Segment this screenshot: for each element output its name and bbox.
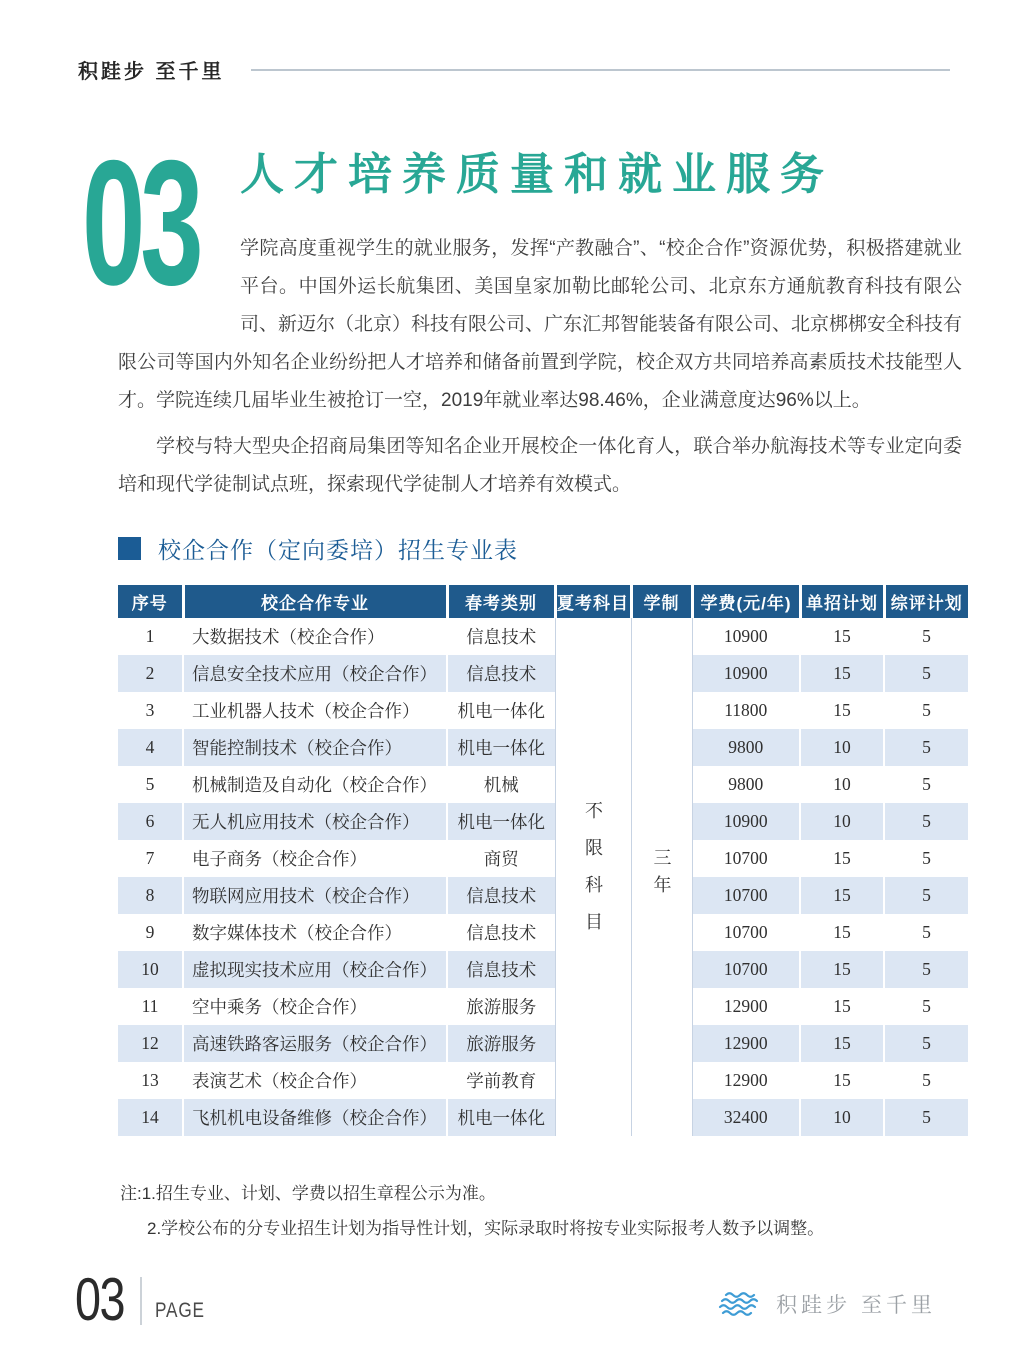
single-plan-cell: 15 [800,877,884,914]
tuition-cell: 10700 [692,840,800,877]
major-cell: 无人机应用技术（校企合作） [183,803,447,840]
major-cell: 飞机机电设备维修（校企合作） [183,1099,447,1136]
col-header-summer-subjects: 夏考科目 [555,585,631,618]
major-cell: 物联网应用技术（校企合作） [183,877,447,914]
row-number-cell: 9 [118,914,183,951]
tuition-cell: 10700 [692,914,800,951]
table-header [118,585,968,618]
spring-category-cell: 机电一体化 [447,1099,555,1136]
single-plan-cell: 15 [800,655,884,692]
single-plan-cell: 10 [800,803,884,840]
spring-category-cell: 旅游服务 [447,1025,555,1062]
row-number-cell: 13 [118,1062,183,1099]
single-plan-cell: 15 [800,840,884,877]
tuition-cell: 10900 [692,803,800,840]
comprehensive-plan-cell: 5 [922,848,931,868]
major-cell: 机械制造及自动化（校企合作） [183,766,447,803]
single-plan-cell: 15 [800,914,884,951]
tuition-cell: 10900 [692,655,800,692]
major-cell: 虚拟现实技术应用（校企合作） [183,951,447,988]
page-label: PAGE [154,1299,205,1322]
note-line-1: 注:1.招生专业、计划、学费以招生章程公示为准。 [120,1184,496,1203]
single-plan-cell: 15 [800,1025,884,1062]
section-title: 人才培养质量和就业服务 [240,150,834,199]
major-cell: 表演艺术（校企合作） [183,1062,447,1099]
row-number-cell: 3 [118,692,183,729]
table-heading-text: 校企合作（定向委培）招生专业表 [158,537,518,563]
table-body [118,618,968,1136]
spring-category-cell: 机电一体化 [447,803,555,840]
table-row [118,729,968,766]
page-number: 03 [75,1266,124,1333]
comprehensive-plan-cell: 5 [884,1025,968,1062]
tuition-cell: 10700 [692,951,800,988]
comprehensive-plan-cell: 5 [884,877,968,914]
col-header-duration: 学制 [631,585,692,618]
spring-category-cell: 信息技术 [466,923,537,943]
table-row [118,877,968,914]
tuition-cell: 9800 [692,766,800,803]
table-section-heading [118,532,1024,565]
table-notes [120,1176,1024,1246]
major-cell: 工业机器人技术（校企合作） [183,692,447,729]
row-number-cell: 14 [118,1099,183,1136]
comprehensive-plan-cell: 5 [922,1070,931,1090]
row-number-cell: 6 [118,803,183,840]
row-number-cell: 10 [118,951,183,988]
tuition-cell: 10900 [692,618,800,655]
single-plan-cell: 10 [800,729,884,766]
enrollment-table [118,585,968,1136]
comprehensive-plan-cell: 5 [884,951,968,988]
spring-category-cell: 机电一体化 [447,729,555,766]
table-row [118,951,968,988]
comprehensive-plan-cell: 5 [922,626,931,646]
hero-section [82,123,963,504]
row-number-cell: 4 [118,729,183,766]
tuition-cell: 32400 [692,1099,800,1136]
footer-divider [140,1277,142,1325]
section-number: 03 [82,123,199,322]
row-number-cell: 7 [118,840,183,877]
spring-category-cell: 信息技术 [447,655,555,692]
row-number-cell: 12 [118,1025,183,1062]
page-header [0,0,1024,84]
major-cell: 信息安全技术应用（校企合作） [183,655,447,692]
table-row [118,618,968,655]
col-header-tuition: 学费(元/年) [692,585,800,618]
col-header-comprehensive-plan: 综评计划 [884,585,968,618]
major-cell: 高速铁路客运服务（校企合作） [183,1025,447,1062]
row-number-cell: 5 [118,766,183,803]
tuition-cell: 12900 [692,1025,800,1062]
table-row [118,1025,968,1062]
single-plan-cell: 15 [800,988,884,1025]
table-row [118,1062,968,1099]
spring-category-cell: 信息技术 [466,627,537,647]
duration-text: 三年 [651,847,672,902]
square-bullet-icon [118,537,141,560]
row-number-cell: 11 [118,988,183,1025]
table-row [118,914,968,951]
table-row [118,988,968,1025]
comprehensive-plan-cell: 5 [922,774,931,794]
table-row [118,766,968,803]
comprehensive-plan-cell: 5 [884,803,968,840]
spring-category-cell: 机电一体化 [457,701,545,721]
major-cell: 数字媒体技术（校企合作） [183,914,447,951]
note-line-2: 2.学校公布的分专业招生计划为指导性计划，实际录取时将按专业实际报考人数予以调整。 [147,1219,825,1238]
comprehensive-plan-cell: 5 [922,996,931,1016]
spring-category-cell: 信息技术 [447,951,555,988]
major-cell: 电子商务（校企合作） [183,840,447,877]
table-row [118,655,968,692]
single-plan-cell: 15 [800,1062,884,1099]
tuition-cell: 11800 [692,692,800,729]
single-plan-cell: 10 [800,766,884,803]
spring-category-cell: 商贸 [483,849,519,869]
footer-slogan: 积跬步 至千里 [776,1294,936,1317]
footer-page-number [75,1266,216,1333]
summer-subjects-text: 不限科目 [583,800,603,949]
comprehensive-plan-cell: 5 [922,922,931,942]
row-number-cell: 8 [118,877,183,914]
col-header-single-plan: 单招计划 [800,585,884,618]
row-number-cell: 1 [118,618,183,655]
major-cell: 智能控制技术（校企合作） [183,729,447,766]
single-plan-cell: 10 [800,1099,884,1136]
major-cell: 空中乘务（校企合作） [183,988,447,1025]
header-rule [251,69,950,71]
comprehensive-plan-cell: 5 [884,655,968,692]
table-row [118,1099,968,1136]
intro-paragraph-1: 学院高度重视学生的就业服务，发挥“产教融合”、“校企合作”资源优势，积极搭建就业平台。中国外运长航集团、美国皇家加勒比邮轮公司、北京东方通航教育科技有限公司、新迈尔（北京）科技有限公司、广东汇邦智能装备有限公司、北京梆梆安全科技有限公司等国内外知名企业纷纷把人才培养和储备前置到学院，校企双方共同培养高素质技术技能型人才。学院连续几届毕业生被抢订一空，2019年就业率达98.46%，企业满意度达96%以上。 [118,238,963,411]
col-header-spring-category: 春考类别 [447,585,555,618]
summer-subjects-merged-cell [555,618,631,1136]
major-cell: 大数据技术（校企合作） [183,618,447,655]
single-plan-cell: 15 [800,951,884,988]
duration-merged-cell [631,618,692,1136]
comprehensive-plan-cell: 5 [884,729,968,766]
comprehensive-plan-cell: 5 [922,700,931,720]
single-plan-cell: 15 [800,692,884,729]
spring-category-cell: 学前教育 [466,1071,537,1091]
spring-category-cell: 旅游服务 [466,997,537,1017]
row-number-cell: 2 [118,655,183,692]
col-header-no: 序号 [118,585,183,618]
spring-category-cell: 信息技术 [447,877,555,914]
tuition-cell: 10700 [692,877,800,914]
comprehensive-plan-cell: 5 [884,1099,968,1136]
table-row [118,692,968,729]
col-header-major: 校企合作专业 [183,585,447,618]
table-row [118,803,968,840]
spring-category-cell: 机械 [483,775,519,795]
header-slogan: 积跬步 至千里 [78,61,225,83]
tuition-cell: 9800 [692,729,800,766]
footer-slogan-group [717,1289,936,1319]
tuition-cell: 12900 [692,988,800,1025]
table-row [118,840,968,877]
intro-paragraph-2: 学校与特大型央企招商局集团等知名企业开展校企一体化育人，联合举办航海技术等专业定向委培和现代学徒制试点班，探索现代学徒制人才培养有效模式。 [118,436,962,495]
single-plan-cell: 15 [800,618,884,655]
tuition-cell: 12900 [692,1062,800,1099]
wave-icon [717,1290,763,1318]
